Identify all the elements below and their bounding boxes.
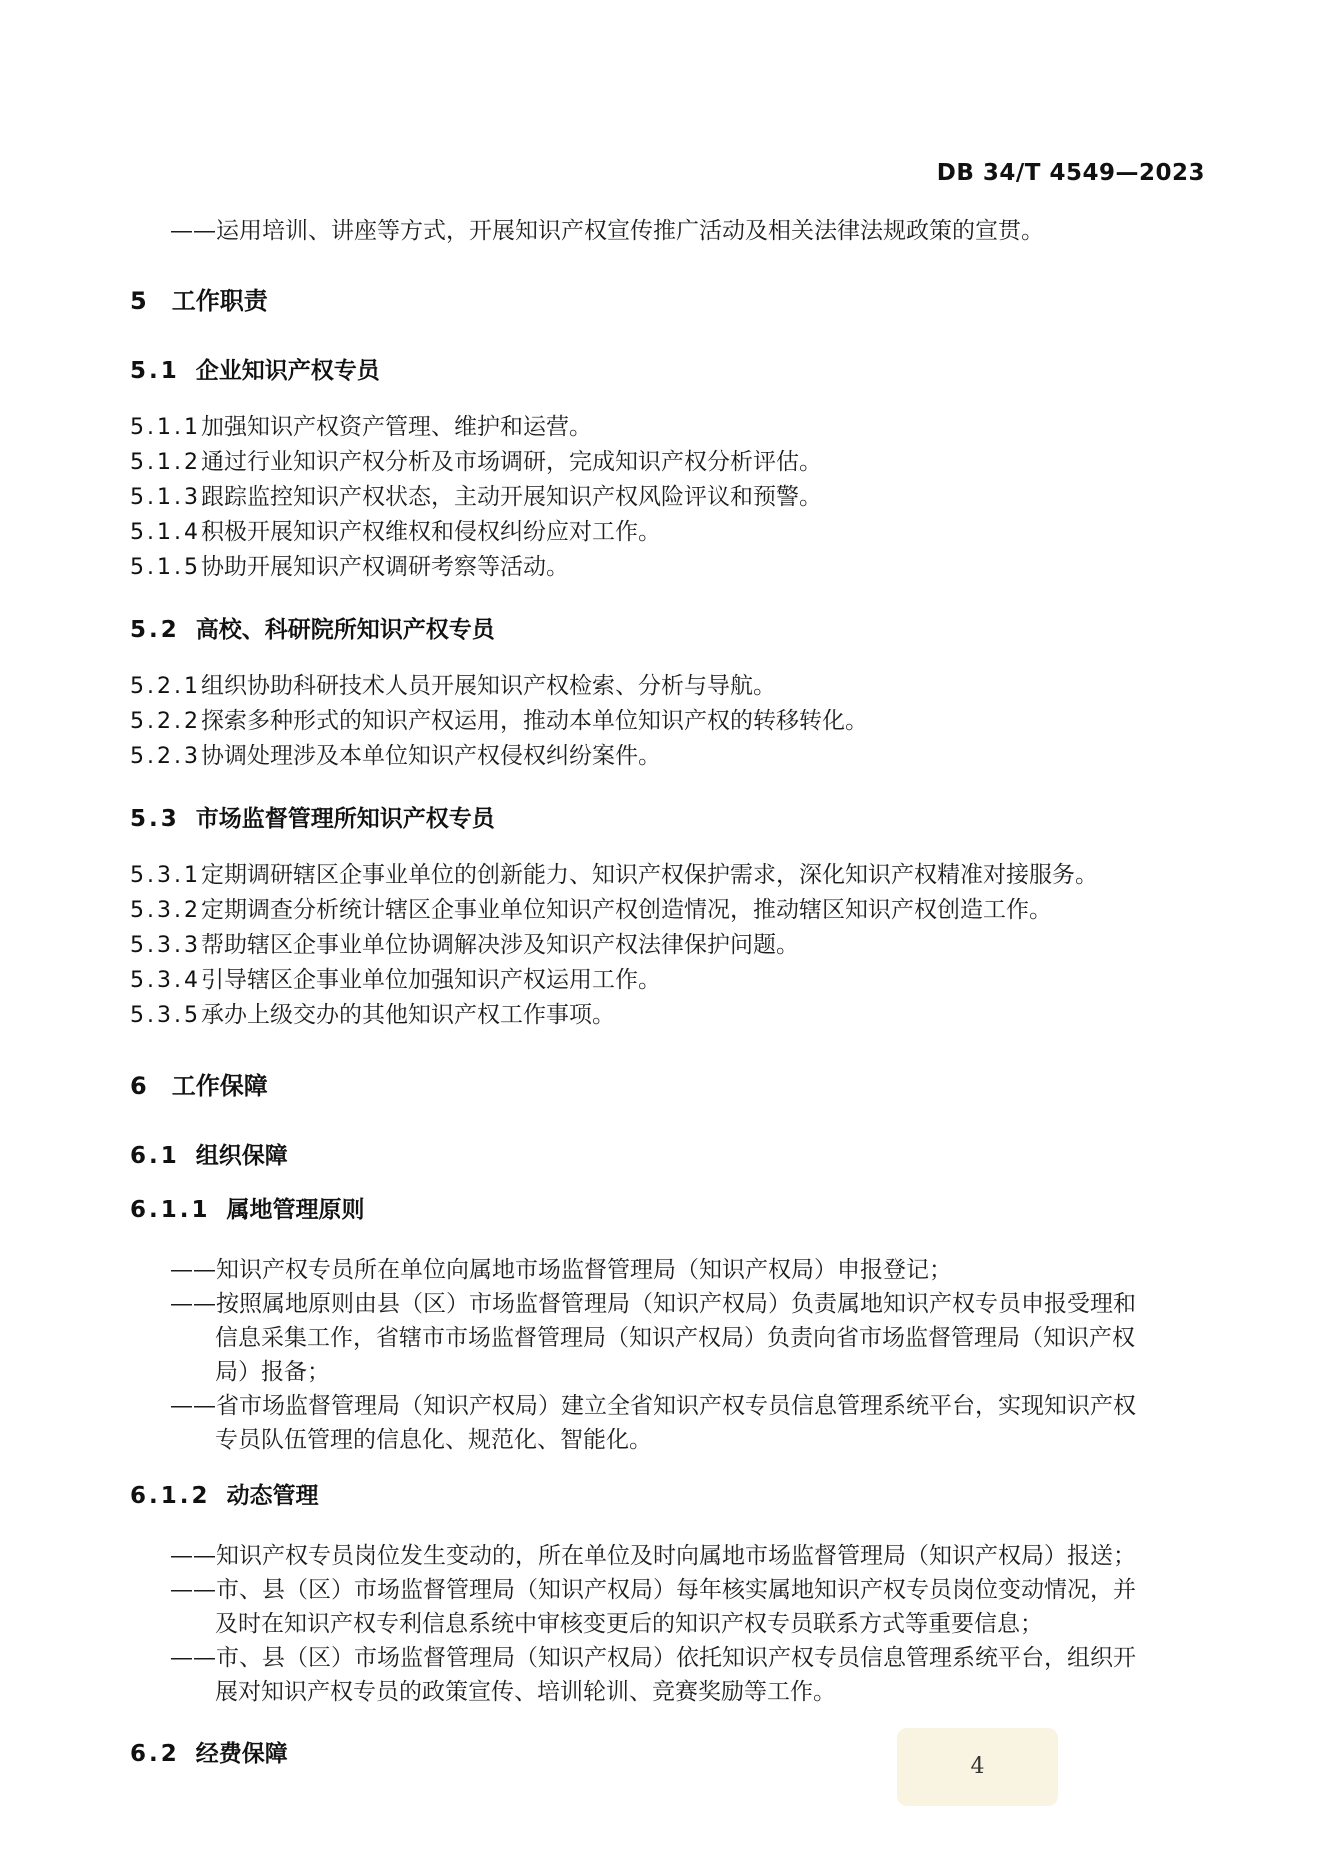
clause-text: 协助开展知识产权调研考察等活动。 — [200, 554, 569, 580]
heading-title: 工作保障 — [171, 1072, 268, 1100]
dash-line: ——按照属地原则由县（区）市场监督管理局（知识产权局）负责属地知识产权专员申报受理和 — [170, 1291, 1136, 1317]
clause-text: 通过行业知识产权分析及市场调研，完成知识产权分析评估。 — [200, 449, 822, 475]
clause-5.3.4 — [130, 963, 1205, 998]
page-number: 4 — [970, 1754, 985, 1779]
heading-title: 属地管理原则 — [226, 1197, 365, 1223]
dash-line-continuation: 信息采集工作，省辖市市场监督管理局（知识产权局）负责向省市场监督管理局（知识产权 — [215, 1325, 1135, 1351]
dash-line: ——知识产权专员岗位发生变动的，所在单位及时向属地市场监督管理局（知识产权局）报送； — [170, 1543, 1136, 1569]
section-heading-6 — [130, 1071, 1205, 1101]
clause-number: 5.1.4 — [130, 520, 201, 545]
clause-5.3.5 — [130, 998, 1205, 1033]
clause-5.1.4 — [130, 515, 1205, 550]
clause-number: 5.1.5 — [130, 555, 201, 580]
section-heading-6.1.2 — [130, 1481, 1205, 1511]
section-heading-5 — [130, 286, 1205, 316]
dash-line: ——运用培训、讲座等方式，开展知识产权宣传推广活动及相关法律法规政策的宣贯。 — [170, 218, 1044, 244]
clause-5.1.3 — [130, 480, 1205, 515]
clause-text: 帮助辖区企事业单位协调解决涉及知识产权法律保护问题。 — [200, 932, 799, 958]
doc-header-number: DB 34/T 4549—2023 — [936, 160, 1205, 186]
clause-text: 承办上级交办的其他知识产权工作事项。 — [200, 1002, 615, 1028]
clause-text: 引导辖区企事业单位加强知识产权运用工作。 — [200, 967, 661, 993]
heading-number: 6.1 — [130, 1143, 180, 1169]
dash-list-item — [130, 1539, 1205, 1573]
clause-text: 加强知识产权资产管理、维护和运营。 — [200, 414, 592, 440]
clause-5.2.3 — [130, 739, 1205, 774]
clause-5.2.2 — [130, 704, 1205, 739]
heading-number: 5 — [130, 287, 150, 315]
heading-number: 6 — [130, 1072, 150, 1100]
clause-number: 5.3.2 — [130, 898, 201, 923]
dash-line-continuation: 局）报备； — [215, 1359, 330, 1385]
clause-5.1.2 — [130, 445, 1205, 480]
heading-number: 5.1 — [130, 358, 180, 384]
heading-title: 企业知识产权专员 — [195, 358, 380, 384]
section-heading-5.3 — [130, 804, 1205, 834]
heading-title: 高校、科研院所知识产权专员 — [195, 617, 495, 643]
section-heading-6.1.1 — [130, 1195, 1205, 1225]
clause-5.3.2 — [130, 893, 1205, 928]
heading-number: 6.2 — [130, 1741, 180, 1767]
section-heading-6.1 — [130, 1141, 1205, 1171]
heading-number: 6.1.1 — [130, 1197, 211, 1223]
clause-5.3.1 — [130, 858, 1205, 893]
clause-number: 5.1.1 — [130, 415, 201, 440]
clause-number: 5.3.1 — [130, 863, 201, 888]
dash-line: ——省市场监督管理局（知识产权局）建立全省知识产权专员信息管理系统平台，实现知识产权 — [170, 1393, 1136, 1419]
clause-number: 5.2.3 — [130, 744, 201, 769]
dash-list-item — [130, 1573, 1205, 1641]
dash-line: ——市、县（区）市场监督管理局（知识产权局）每年核实属地知识产权专员岗位变动情况，并 — [170, 1577, 1136, 1603]
dash-list-item — [130, 1641, 1205, 1709]
dash-line-continuation: 专员队伍管理的信息化、规范化、智能化。 — [215, 1427, 652, 1453]
page-number-badge — [897, 1728, 1058, 1806]
clause-text: 协调处理涉及本单位知识产权侵权纠纷案件。 — [200, 743, 661, 769]
dash-list-item — [130, 214, 1205, 248]
heading-number: 6.1.2 — [130, 1483, 211, 1509]
clause-number: 5.3.5 — [130, 1003, 201, 1028]
document-body — [130, 214, 1205, 1769]
clause-text: 跟踪监控知识产权状态，主动开展知识产权风险评议和预警。 — [200, 484, 822, 510]
clause-text: 组织协助科研技术人员开展知识产权检索、分析与导航。 — [200, 673, 776, 699]
section-heading-5.1 — [130, 356, 1205, 386]
heading-title: 经费保障 — [195, 1741, 288, 1767]
clause-text: 积极开展知识产权维权和侵权纠纷应对工作。 — [200, 519, 661, 545]
clause-number: 5.1.3 — [130, 485, 201, 510]
clause-number: 5.3.3 — [130, 933, 201, 958]
heading-title: 动态管理 — [226, 1483, 319, 1509]
heading-number: 5.3 — [130, 806, 180, 832]
dash-line-continuation: 展对知识产权专员的政策宣传、培训轮训、竞赛奖励等工作。 — [215, 1679, 836, 1705]
clause-5.3.3 — [130, 928, 1205, 963]
dash-line: ——市、县（区）市场监督管理局（知识产权局）依托知识产权专员信息管理系统平台，组织开 — [170, 1645, 1136, 1671]
heading-title: 工作职责 — [171, 287, 268, 315]
dash-list-item — [130, 1287, 1205, 1389]
clause-text: 定期调研辖区企事业单位的创新能力、知识产权保护需求，深化知识产权精准对接服务。 — [200, 862, 1098, 888]
clause-5.1.1 — [130, 410, 1205, 445]
dash-list-item — [130, 1253, 1205, 1287]
heading-title: 市场监督管理所知识产权专员 — [195, 806, 495, 832]
clause-5.2.1 — [130, 669, 1205, 704]
clause-number: 5.2.1 — [130, 674, 201, 699]
dash-line-continuation: 及时在知识产权专利信息系统中审核变更后的知识产权专员联系方式等重要信息； — [215, 1611, 1043, 1637]
dash-list-item — [130, 1389, 1205, 1457]
section-heading-5.2 — [130, 615, 1205, 645]
clause-text: 定期调查分析统计辖区企事业单位知识产权创造情况，推动辖区知识产权创造工作。 — [200, 897, 1052, 923]
clause-number: 5.3.4 — [130, 968, 201, 993]
clause-5.1.5 — [130, 550, 1205, 585]
heading-number: 5.2 — [130, 617, 180, 643]
dash-line: ——知识产权专员所在单位向属地市场监督管理局（知识产权局）申报登记； — [170, 1257, 952, 1283]
clause-number: 5.2.2 — [130, 709, 201, 734]
heading-title: 组织保障 — [195, 1143, 288, 1169]
clause-text: 探索多种形式的知识产权运用，推动本单位知识产权的转移转化。 — [200, 708, 868, 734]
clause-number: 5.1.2 — [130, 450, 201, 475]
